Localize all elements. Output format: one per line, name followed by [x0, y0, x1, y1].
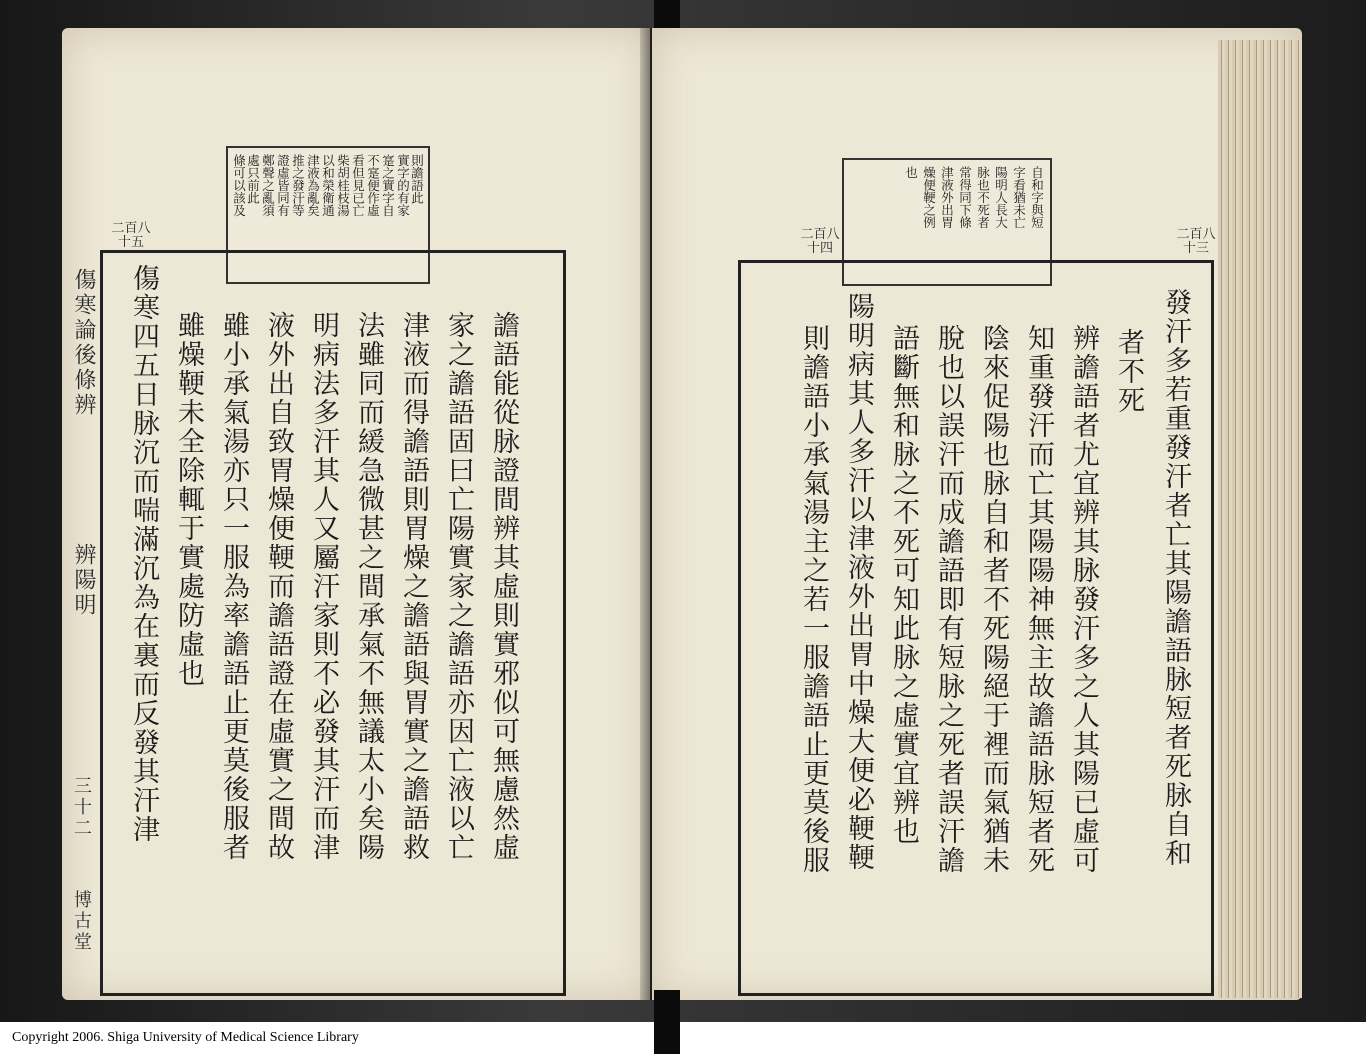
text-column: 知重發汗而亡其陽陽神無主故譫語脉短者死 [1023, 324, 1054, 875]
note-col: 處只前此 [245, 154, 261, 204]
text-column: 雖燥鞕未全除輒于實處防虛也 [173, 311, 204, 688]
page-edges [1218, 40, 1302, 998]
note-col: 津液外出胃 [939, 166, 955, 229]
left-margin-folio: 三十二 [71, 776, 92, 839]
note-col: 陽明人長大 [993, 166, 1009, 229]
note-col: 不寔便作虛 [365, 154, 381, 217]
note-col: 以和榮衛通 [320, 154, 336, 217]
bookmark-ribbon-bottom [654, 990, 680, 1054]
left-margin-publisher: 博古堂 [71, 890, 92, 953]
text-column: 津液而得譫語則胃燥之譫語與胃實之譫語救 [398, 311, 429, 862]
note-col: 實字的有家 [395, 154, 411, 217]
note-col: 看但見已亡 [350, 154, 366, 217]
entry-number: 二百八十五 [111, 221, 151, 250]
note-col: 則譫語此 [409, 154, 425, 204]
text-column: 譫語能從脉證間辨其虛則實邪似可無慮然虛 [488, 311, 519, 862]
entry-number: 二百八十四 [800, 227, 840, 256]
note-col: 字看猶未亡 [1011, 166, 1027, 229]
note-col: 柴胡桂枝湯 [335, 154, 351, 217]
note-col: 常得同下條 [957, 166, 973, 229]
text-column: 家之譫語固曰亡陽實家之譫語亦因亡液以亡 [443, 311, 474, 862]
copyright-notice: Copyright 2006. Shiga University of Medical Science Library [12, 1030, 359, 1045]
left-margin-title: 傷寒論後條辨 [71, 268, 96, 418]
text-column: 陽明病其人多汗以津液外出胃中燥大便必鞕鞕 [843, 292, 874, 872]
note-col: 鄭聲之亂須 [260, 154, 276, 217]
text-column: 陰來促陽也脉自和者不死陽絕于裡而氣猶未 [978, 324, 1009, 875]
text-column: 發汗多若重發汗者亡其陽譫語脉短者死脉自和 [1160, 288, 1191, 868]
text-column: 者不死 [1113, 328, 1144, 415]
left-margin-section: 辨陽明 [71, 543, 96, 618]
note-col: 津液為亂矣 [305, 154, 321, 217]
right-page [652, 28, 1302, 1000]
text-column: 雖小承氣湯亦只一服為率譫語止更莫後服者 [218, 311, 249, 862]
text-column: 語斷無和脉之不死可知此脉之虛實宜辨也 [888, 324, 919, 846]
entry-number: 二百八十三 [1176, 227, 1216, 256]
note-col: 寔之實字自 [380, 154, 396, 217]
note-col: 也 [903, 166, 919, 179]
note-col: 脉也不死者 [975, 166, 991, 229]
text-column: 脫也以誤汗而成譫語即有短脉之死者誤汗譫 [933, 324, 964, 875]
text-column: 法雖同而緩急微甚之間承氣不無議太小矣陽 [353, 311, 384, 862]
note-col: 自和字與短 [1029, 166, 1045, 229]
text-column: 辨譫語者尤宜辨其脉發汗多之人其陽已虛可 [1068, 324, 1099, 875]
text-column: 則譫語小承氣湯主之若一服譫語止更莫後服 [798, 324, 829, 875]
note-col: 燥便鞕之例 [921, 166, 937, 229]
note-col: 推之發汗等 [290, 154, 306, 217]
note-col: 證虛皆同有 [275, 154, 291, 217]
text-column: 明病法多汗其人又屬汗家則不必發其汗而津 [308, 311, 339, 862]
left-page [62, 28, 650, 1000]
text-column: 液外出自致胃燥便鞕而譫語證在虛實之間故 [263, 311, 294, 862]
note-col: 條可以該及 [231, 154, 247, 217]
text-column: 傷寒四五日脉沉而喘滿沉為在裏而反發其汗津 [128, 264, 159, 844]
